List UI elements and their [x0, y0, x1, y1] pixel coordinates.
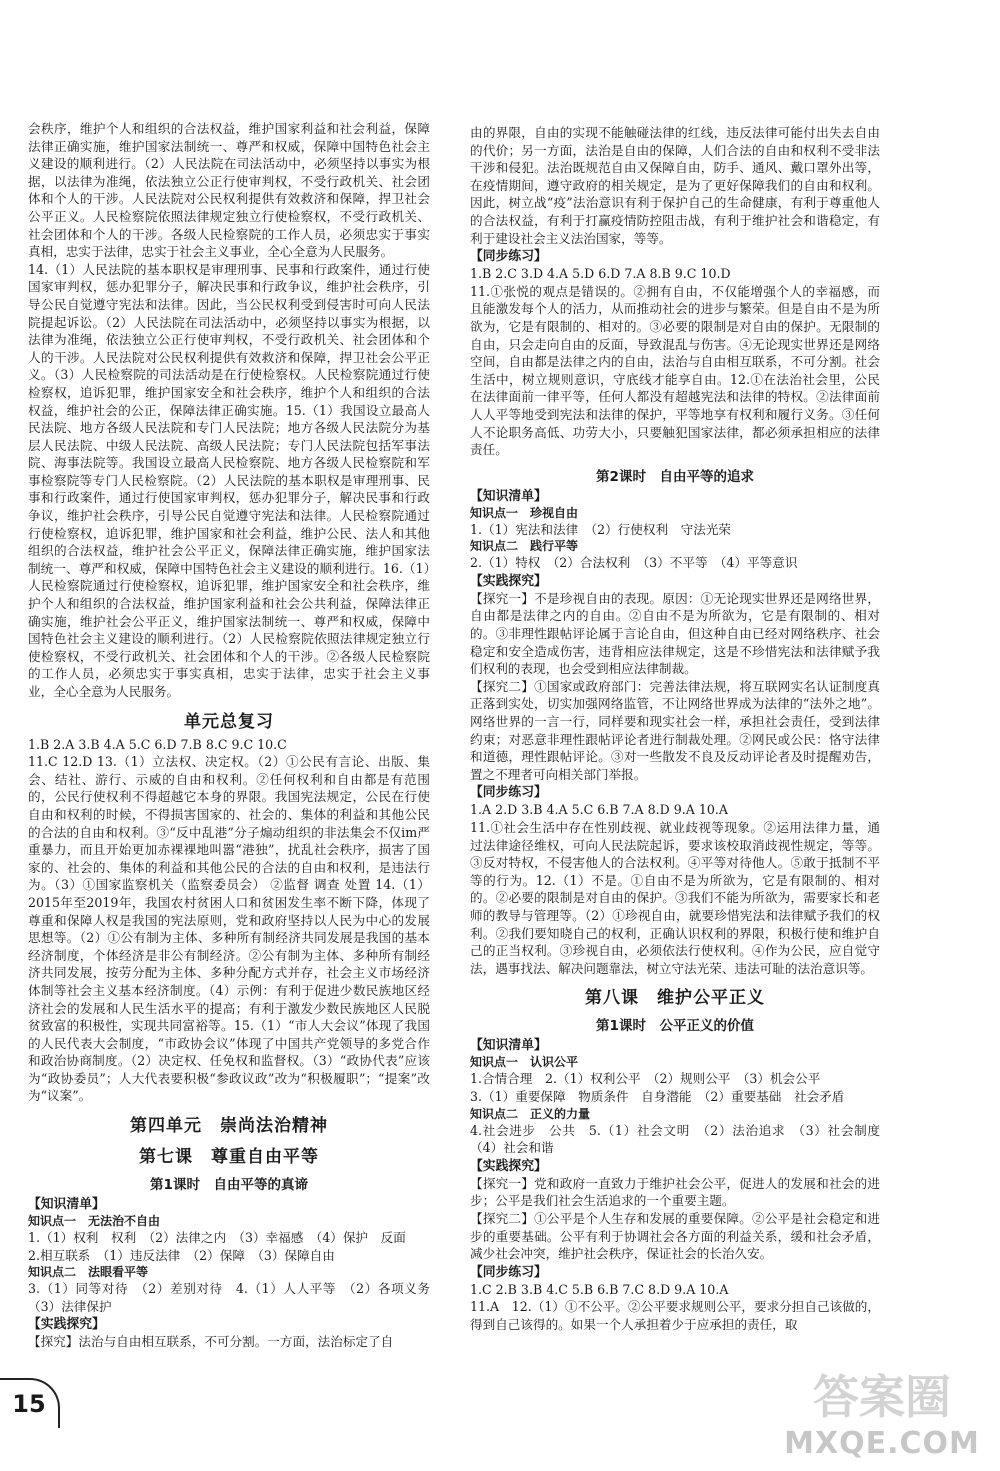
knowledge-answer-7: 3.（1）重要保障 物质条件 自身潜能 （2）重要基础 社会矛盾 [470, 1088, 845, 1104]
watermark-glyph: 答案圈 [813, 1370, 951, 1424]
knowledge-answer-2: 2.相互联系 （1）违反法律 （2）保障 （3）保障自由 [28, 1247, 335, 1263]
right-paragraph-2: 11.①张悦的观点是错误的。②拥有自由，不仅能增强个人的幸福感，而且能激发每个人的活力，从而推动社会的进步与繁荣。但是自由不是为所欲为，它是有限制的、相对的。③必要的限制是对自由的保护。无限制的自由，只会走向自由的反面，导致混乱与伤害。④无论现实世界还是网络空间，自由都是法律之内的自由，法治与自由相互联系，不可分割。社会生活中，树立规则意识，守底线才能享自由。12.①在法治社会里，公民在法律面前一律平等，任何人都没有超越宪法和法律的特权。②法律面前人人平等地受到宪法和法律的保护，平等地享有权利和履行义务。③任何人不论职务高低、功劳大小，只要触犯国家法律，都必须承担相应的法律责任。 [470, 283, 880, 458]
page-number: 15 [0, 1378, 60, 1428]
knowledge-point-1: 知识点一 无法治不自由 [28, 1214, 161, 1229]
section-practice: 【实践探究】 [28, 1317, 105, 1333]
sync-answers-2: 1.A 2.D 3.B 4.A 5.C 6.B 7.A 8.D 9.A 10.A [470, 802, 729, 818]
lesson-seven-heading: 第七课 尊重自由平等 [139, 1147, 319, 1168]
knowledge-answer-8: 4.社会进步 公共 5.（1）社会文明 （2）法治追求 （3）社会制度 （4）社会和谐 [470, 1122, 893, 1156]
right-paragraph-4: 11.A 12.（1）①不公平。②公平要求规则公平，要求分担自己该做的，得到自己该得的。如果一个人承担着少于应承担的责任，取 [470, 1299, 880, 1332]
review-answers-1: 1.B 2.A 3.B 4.A 5.C 6.D 7.B 8.C 9.C 10.C [28, 736, 287, 752]
knowledge-answer-1: 1.（1）权利 权利 （2）法律之内 （3）幸福感 （4）保护 反面 [28, 1230, 406, 1246]
explore-two: 【探究二】①国家或政府部门：完善法律法规，将互联网实名认证制度真正落到实处，切实加强网络监管，不让网络世界成为法律的“法外之地”。网络世界的一言一行，同样要和现实社会一样，承担社会责任，受到法律约束；对恶意非理性跟帖评论者进行制裁处理。②网民或公民：恪守法律和道德，理性跟帖评论。③对一些散发不良及反动评论者及时提醒劝告，置之不理者可向相关部门举报。 [470, 678, 880, 782]
right-paragraph-1: 由的界限，自由的实现不能触碰法律的红线，违反法律可能付出失去自由的代价；另一方面，法治是自由的保障，人们合法的自由和权利不受非法干涉和侵犯。法治既规范自由又保障自由，防手、通风、戴口罩外出等，在疫情期间，遵守政府的相关规定，是为了更好保障我们的自由和权利。因此，树立战“疫”法治意识有利于保护自己的生命健康，有利于尊重他人的合法权益，有利于打赢疫情防控阻击战，有利于维护社会和谐稳定，有利于建设社会主义法治国家，等等。 [470, 125, 880, 246]
review-answers-2: 11.C 12.D 13.（1）立法权、决定权。（2）①公民有言论、出版、集会、结社、游行、示威的自由和权利。②任何权利和自由都是有范围的，公民行使权利不得超越它本身的界限。我国宪法规定，公民在行使自由和权利的时候，不得损害国家的、社会的、集体的利益和其他公民的合法的自由和权利。③“反中乱港”分子煽动组织的非法集会不仅im严重暴力，而且开始更加赤裸裸地叫嚣“港独”，扰乱社会秩序，损害了国家的、社会的、集体的利益和其他公民的合法的自由和权利，是违法行为。（3）①国家监察机关（监察委员会） ②监督 调查 处置 14.（1）2015年至2019年，我国农村贫困人口和贫困发生率不断下降，体现了尊重和保障人权是我国的宪法原则，党和政府坚持以人民为中心的发展思想等。（2）①公有制为主体、多种所有制经济共同发展是我国的基本经济制度，个体经济是非公有制经济。②公有制为主体、多种所有制经济共同发展，按劳分配为主体、多种分配方式并存，社会主义市场经济体制等社会主义基本经济制度。（4）示例：有利于促进少数民族地区经济社会的发展和人民生活水平的提高；有利于激发少数民族地区人民脱贫致富的积极性，实现共同富裕等。15.（1）“市人大会议”体现了我国的人民代表大会制度，“市政协会议”体现了中国共产党领导的多党合作和政治协商制度。（2）决定权、任免权和监督权。（3）“政协代表”应该为“政协委员”；人大代表要积极“参政议政”改为“积极履职”；“提案”改为“议案”。 [28, 754, 430, 1104]
knowledge-point-3: 知识点一 珍视自由 [470, 505, 579, 520]
period-two-heading: 第2课时 自由平等的追求 [596, 468, 754, 485]
section-sync-practice-2: 【同步练习】 [470, 785, 547, 801]
left-column [28, 120, 443, 1351]
unit-review-heading: 单元总复习 [184, 711, 274, 732]
watermark-text: MXQE.COM [784, 1426, 980, 1461]
knowledge-answer-4: 1.（1）宪法和法律 （2）行使权利 守法光荣 [470, 521, 732, 537]
section-knowledge-list-3: 【知识清单】 [470, 1038, 547, 1054]
section-knowledge-list: 【知识清单】 [28, 1197, 105, 1213]
left-paragraph-2: 14.（1）人民法院的基本职权是审理刑事、民事和行政案件，通过行使国家审判权，惩办犯罪分子，解决民事和行政争议，维护社会秩序，引导公民自觉遵守宪法和法律。因此，当公民权利受到侵害时可向人民法院提起诉讼。（2）人民法院在司法活动中，必须坚持以事实为根据，以法律为准绳，依法独立公正行使审判权，不受行政机关、社会团体和个人的干涉。人民法院对公民权利提供有效救济和保障，捍卫社会公平正义。（3）人民检察院的司法活动是在行使检察权。人民检察院通过行使检察权，追诉犯罪，维护国家安全和社会秩序，维护个人和组织的合法权益，维护社会的公正，保障法律正确实施。15.（1）我国设立最高人民法院、地方各级人民法院和专门人民法院；地方各级人民法院分为基层人民法院、中级人民法院、高级人民法院；专门人民法院包括军事法院、海事法院等。我国设立最高人民检察院、地方各级人民检察院和军事检察院等专门人民检察院。（2）人民法院的基本职权是审理刑事、民事和行政案件，通过行使国家审判权，惩办犯罪分子，解决民事和行政争议，维护社会秩序，引导公民自觉遵守宪法和法律。人民检察院通过行使检察权，追诉犯罪，维护国家和社会利益，维护公民、法人和其他组织的合法权益，维护社会公平正义，保障法律正确实施，维护国家法制统一、尊严和权威，保障中国特色社会主义建设的顺利进行。16.（1）人民检察院通过行使检察权，追诉犯罪，维护国家安全和社会秩序，维护个人和组织的合法权益，维护国家利益和社会公共利益，保障法律正确实施，维护社会公平正义，维护国家法制统一、尊严和权威，保障中国特色社会主义建设的顺利进行。（2）人民检察院依照法律规定独立行使检察权，不受行政机关、社会团体和个人的干涉。②各级人民检察院的工作人员，必须忠实于事实真相，忠实于法律，忠实于社会主义事业，全心全意为人民服务。 [28, 261, 430, 699]
knowledge-answer-3: 3.（1）同等对待 （2）差别对待 4.（1）人人平等 （2）各项义务 （3）法律保护 [28, 1281, 443, 1314]
knowledge-point-6: 知识点二 正义的力量 [470, 1106, 591, 1121]
right-paragraph-3: 11.①社会生活中存在性别歧视、就业歧视等现象。②运用法律力量，通过法律途径维权，可向人民法院起诉，要求该校取消歧视性规定，等等。③反对特权，不侵害他人的合法权利。④平等对待他人。⑤敢于抵制不平等的行为。12.（1）不是。①自由不是为所欲为，它是有限制的、相对的。②必要的限制是对自由的保护。③我们不能为所欲为，需要家长和老师的教导与管理等。（2）①珍视自由，就要珍惜宪法和法律赋予我们的权利。②我们要知晓自己的权利，正确认识权利的界限，积极行使和维护自己的正当权利。③珍视自由，必须依法行使权利。④作为公民，应自觉守法，遇事找法、解决问题靠法，树立守法光荣、违法可耻的法治意识等。 [470, 820, 880, 976]
knowledge-point-4: 知识点二 践行平等 [470, 539, 579, 554]
explore-one: 【探究一】不是珍视自由的表现。原因：①无论现实世界还是网络世界，自由都是法律之内的自由。②自由不是为所欲为，它是有限制的、相对的。③非理性跟帖评论属于言论自由，但这种自由已经对网络秩序、社会稳定和安全造成伤害，违背相应法律规定，这是不珍惜宪法和法律赋予我们权利的表现，也会受到相应法律制裁。 [470, 590, 880, 677]
period-three-heading: 第1课时 公平正义的价值 [596, 1018, 754, 1035]
knowledge-point-2: 知识点二 法眼看平等 [28, 1265, 149, 1280]
right-column [470, 124, 893, 1333]
explore-three: 【探究一】党和政府一直致力于维护社会公平，促进人的发展和社会的进步；公平是我们社会生活追求的一个重要主题。 [470, 1175, 880, 1209]
practice-answer: 【探究】法治与自由相互联系，不可分割。一方面，法治标定了自 [28, 1334, 394, 1350]
section-sync-practice-3: 【同步练习】 [470, 1264, 547, 1280]
section-sync-practice-1: 【同步练习】 [470, 249, 547, 265]
section-knowledge-list-2: 【知识清单】 [470, 488, 547, 504]
explore-four: 【探究二】①公平是个人生存和发展的重要保障。②公平是社会稳定和进步的重要基础。公平有利于协调社会各方面的利益关系，缓和社会矛盾，减少社会冲突，维护社会秩序，保证社会的长治久安。 [470, 1210, 880, 1262]
unit-four-heading: 第四单元 崇尚法治精神 [130, 1116, 328, 1137]
sync-answers-3: 1.C 2.B 3.B 4.C 5.B 6.B 7.C 8.D 9.A 10.A [470, 1281, 729, 1297]
sync-answers-1: 1.B 2.C 3.D 4.A 5.D 6.D 7.A 8.B 9.C 10.D [470, 266, 731, 282]
lesson-eight-heading: 第八课 维护公平正义 [585, 988, 765, 1009]
knowledge-answer-5: 2.（1）特权 （2）合法权利 （3）不平等 （4）平等意识 [470, 555, 798, 571]
left-paragraph-1: 会秩序，维护个人和组织的合法权益，维护国家利益和社会利益，保障法律正确实施，维护国家法制统一、尊严和权威，保障中国特色社会主义建设的顺利进行。（2）人民法院在司法活动中，必须坚持以事实为根据，以法律为准绳，依法独立公正行使审判权，不受行政机关、社会团体和个人的干涉。人民法院对公民权利提供有效救济和保障，捍卫社会公平正义。人民检察院依照法律规定独立行使检察权，不受行政机关、社会团体和个人的干涉。各级人民检察院的工作人员，必须忠实于事实真相，忠实于法律，忠实于社会主义事业，全心全意为人民服务。 [28, 121, 430, 260]
watermark-logo [782, 1361, 982, 1461]
period-one-heading: 第1课时 自由平等的真谛 [150, 1177, 308, 1194]
knowledge-point-5: 知识点一 认识公平 [470, 1055, 579, 1070]
section-practice-2: 【实践探究】 [470, 573, 547, 589]
section-practice-3: 【实践探究】 [470, 1158, 547, 1174]
knowledge-answer-6: 1.合情合理 2.（1）权利公平 （2）规则公平 （3）机会公平 [470, 1071, 821, 1087]
